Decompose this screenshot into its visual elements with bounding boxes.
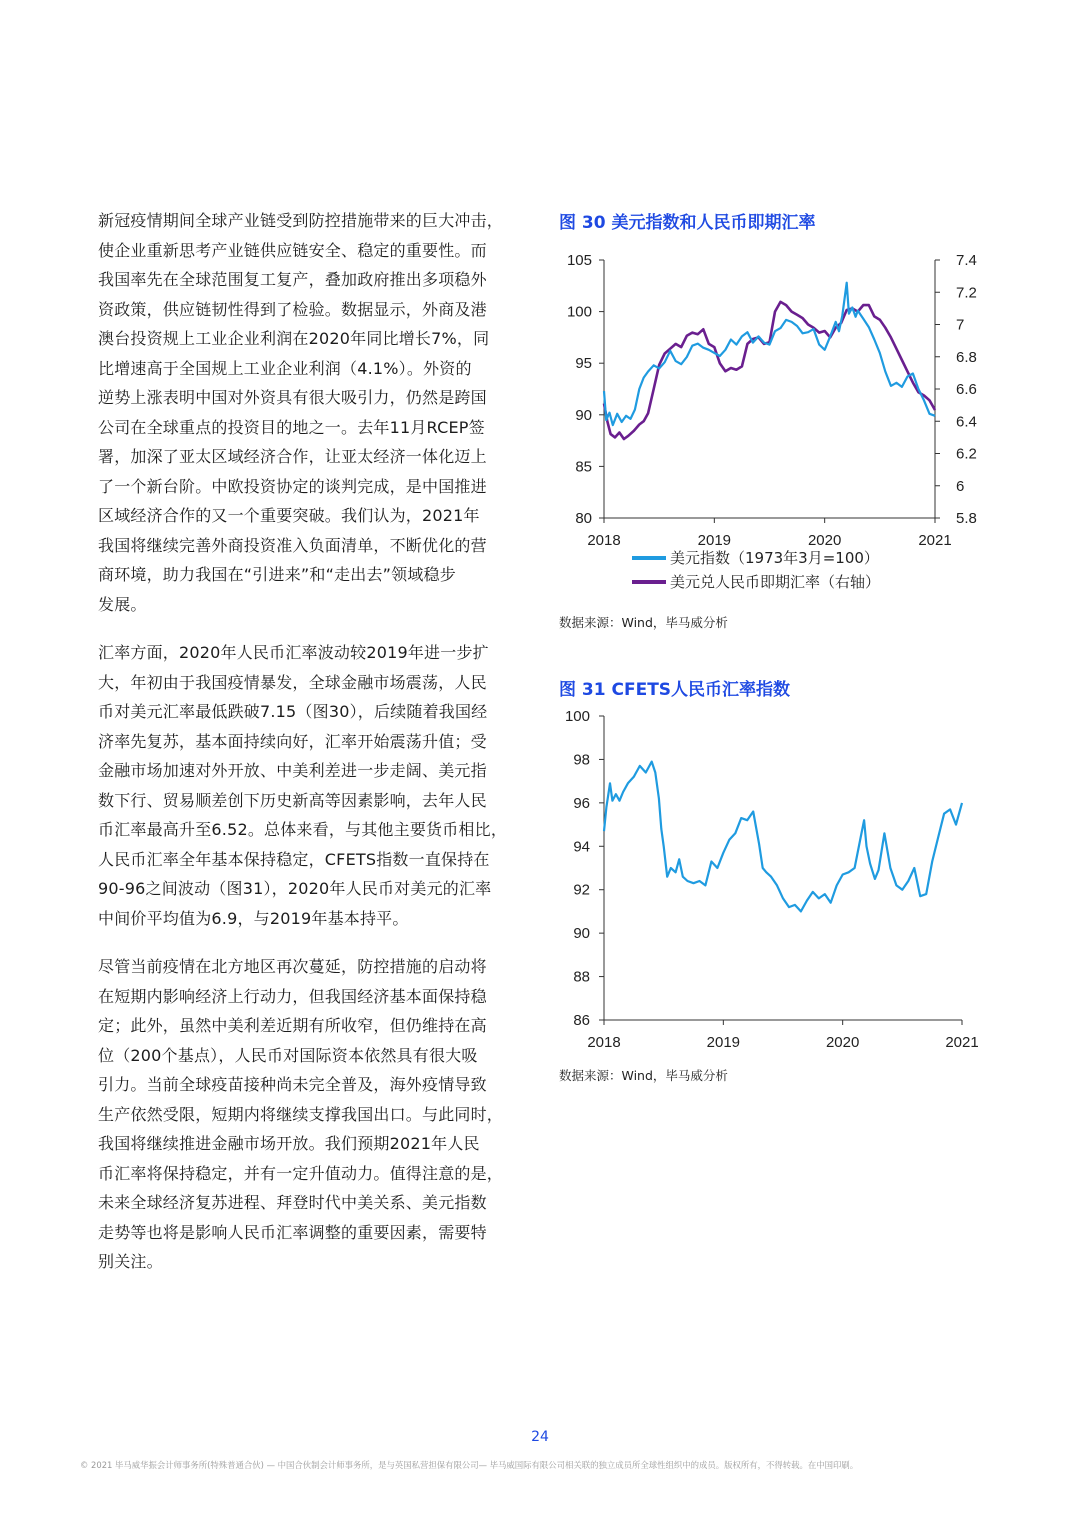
- y-tick-label-right: 6.2: [956, 445, 977, 463]
- x-tick-label: 2020: [825, 1034, 860, 1051]
- y-tick-label-left: 95: [575, 355, 592, 373]
- y-tick-label: 100: [564, 708, 590, 725]
- paragraph: 尽管当前疫情在北方地区再次蔓延，防控措施的启动将 在短期内影响经济上行动力，但我国经济基本面保持稳 定；此外，虽然中美利差近期有所收窄，但仍维持在高 位（200个基点），人民币对国际资本依然具有很大吸 引力。当前全球疫苗接种尚未完全普及，海外疫情导致 生产依然受限，短期内将继续支撑我国出口。与此同时， 我国将继续推进金融市场开放。我们预期2021年人民 币汇率将保持稳定，并有一定升值动力。值得注意的是， 未来全球经济复苏进程、拜登时代中美关系、美元指数 走势等也将是影响人民币汇率调整的重要因素，需要特 别关注。: [98, 957, 504, 1271]
- y-tick-label-left: 80: [575, 510, 592, 527]
- legend-label: 美元指数（1973年3月=100）: [670, 549, 879, 567]
- y-tick-label-right: 7: [956, 316, 965, 334]
- legend-label: 美元兑人民币即期汇率（右轴）: [670, 573, 881, 591]
- y-tick-label-left: 90: [575, 406, 592, 424]
- series-cfets-line: [604, 762, 962, 912]
- y-tick-label: 94: [573, 838, 590, 856]
- y-tick-label-left: 100: [566, 303, 592, 321]
- y-tick-label: 90: [573, 925, 590, 943]
- y-tick-label-right: 5.8: [956, 510, 977, 527]
- x-tick-label: 2021: [945, 1034, 979, 1051]
- y-tick-label: 98: [573, 751, 590, 769]
- y-tick-label: 86: [573, 1012, 590, 1029]
- y-tick-label: 96: [573, 794, 590, 812]
- paragraph: 新冠疫情期间全球产业链受到防控措施带来的巨大冲击， 使企业重新思考产业链供应链安全、稳定的重要性。而 我国率先在全球范围复工复产，叠加政府推出多项稳外 资政策，供应链韧性得到了检验。数据显示，外商及港 澳台投资规上工业企业利润在2020年同比增长7%，同 比增速高于全国规上工业企业利润（4.1%）。外资的 逆势上涨表明中国对外资具有很大吸引力，仍然是跨国 公司在全球重点的投资目的地之一。去年11月RCEP签 署，加深了亚太区域经济合作，让亚太经济一体化迈上 了一个新台阶。中欧投资协定的谈判完成，是中国推进 区域经济合作的又一个重要突破。我们认为，2021年 我国将继续完善外商投资准入负面清单，不断优化的营 商环境，助力我国在“引进来”和“走出去”领域稳步 发展。: [98, 211, 504, 614]
- y-tick-label-right: 6: [956, 477, 965, 495]
- figure-30-source: 数据来源：Wind，毕马威分析: [559, 615, 728, 630]
- y-tick-label-left: 105: [566, 252, 592, 269]
- y-tick-label-right: 6.8: [956, 348, 977, 366]
- page-number: 24: [531, 1429, 549, 1445]
- series-usd-index-line: [604, 283, 935, 425]
- y-tick-label-right: 6.6: [956, 381, 977, 398]
- x-tick-label: 2019: [706, 1034, 741, 1051]
- y-tick-label-right: 7.4: [956, 252, 977, 269]
- x-tick-label: 2020: [807, 532, 842, 549]
- x-tick-label: 2019: [697, 532, 732, 549]
- figure-30-title: 图 30 美元指数和人民币即期汇率: [559, 213, 816, 233]
- y-tick-label-right: 7.2: [956, 284, 977, 302]
- x-tick-label: 2018: [587, 532, 621, 549]
- y-tick-label: 92: [573, 881, 590, 899]
- paragraph: 汇率方面，2020年人民币汇率波动较2019年进一步扩 大，年初由于我国疫情暴发，全球金融市场震荡，人民 币对美元汇率最低跌破7.15（图30），后续随着我国经 济率先复苏，基本面持续向好，汇率开始震荡升值；受 金融市场加速对外开放、中美利差进一步走阔、美元指 数下行、贸易顺差创下历史新高等因素影响，去年人民 币汇率最高升至6.52。总体来看，与其他主要货币相比， 人民币汇率全年基本保持稳定，CFETS指数一直保持在 90-96之间波动（图31），2020年人民币对美元的汇率 中间价平均值为6.9，与2019年基本持平。: [98, 643, 508, 928]
- y-tick-label-left: 85: [575, 458, 592, 476]
- figure-31-source: 数据来源：Wind，毕马威分析: [559, 1068, 728, 1083]
- y-tick-label: 88: [573, 968, 590, 986]
- x-tick-label: 2018: [587, 1034, 621, 1051]
- y-tick-label-right: 6.4: [956, 413, 977, 431]
- copyright-footer: © 2021 毕马威华振会计师事务所(特殊普通合伙) — 中国合伙制会计师事务所，是与英国私营担保有限公司— 毕马威国际有限公司相关联的独立成员所全球性组织中的成员。版权所有，不得转载。在中国印刷。: [80, 1460, 859, 1470]
- figure-31-title: 图 31 CFETS人民币汇率指数: [559, 680, 791, 700]
- x-tick-label: 2021: [918, 532, 952, 549]
